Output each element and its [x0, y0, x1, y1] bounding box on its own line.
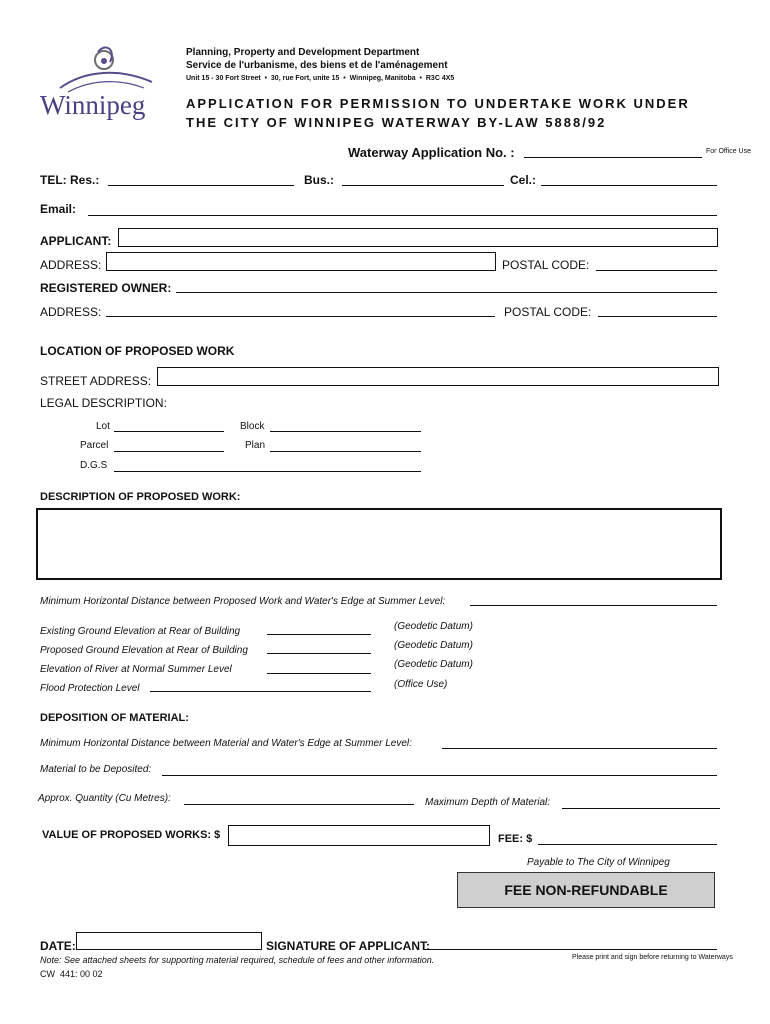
river-elevation-field[interactable] [267, 673, 371, 674]
quantity-field[interactable] [184, 804, 414, 805]
registered-owner-field[interactable] [176, 292, 717, 293]
fee-field[interactable] [538, 844, 717, 845]
date-label: DATE: [40, 939, 76, 953]
office-use-note: For Office Use [706, 148, 751, 155]
lot-label: Lot [96, 421, 110, 432]
applicant-field[interactable] [118, 228, 718, 247]
owner-postal-code-field[interactable] [598, 316, 717, 317]
street-address-label: STREET ADDRESS: [40, 374, 152, 388]
existing-datum-label: (Geodetic Datum) [394, 621, 473, 632]
office-use-label: (Office Use) [394, 679, 448, 690]
dgs-label: D.G.S [80, 460, 108, 471]
bus-label: Bus.: [304, 173, 334, 187]
tel-res-field[interactable] [108, 185, 294, 186]
form-title-1: APPLICATION FOR PERMISSION TO UNDERTAKE WORK UNDER [186, 96, 690, 111]
bus-field[interactable] [342, 185, 504, 186]
street-address-field[interactable] [157, 367, 719, 386]
applicant-label: APPLICANT: [40, 234, 112, 248]
print-sign-note: Please print and sign before returning to Waterways [572, 954, 733, 961]
plan-label: Plan [245, 440, 266, 451]
existing-elevation-label: Existing Ground Elevation at Rear of Building [40, 626, 241, 637]
existing-elevation-field[interactable] [267, 634, 371, 635]
value-of-works-label: VALUE OF PROPOSED WORKS: $ [42, 829, 221, 841]
postal-code-label: POSTAL CODE: [502, 258, 590, 272]
max-depth-label: Maximum Depth of Material: [425, 797, 551, 808]
material-deposited-label: Material to be Deposited: [40, 764, 152, 775]
email-label: Email: [40, 202, 77, 216]
proposed-datum-label: (Geodetic Datum) [394, 640, 473, 651]
email-field[interactable] [88, 215, 717, 216]
description-heading: DESCRIPTION OF PROPOSED WORK: [40, 491, 241, 503]
payable-note: Payable to The City of Winnipeg [527, 857, 670, 868]
location-heading: LOCATION OF PROPOSED WORK [40, 344, 235, 358]
owner-address-label: ADDRESS: [40, 305, 102, 319]
value-of-works-field[interactable] [228, 825, 490, 846]
fee-label: FEE: $ [498, 833, 533, 845]
dgs-field[interactable] [114, 471, 421, 472]
lot-field[interactable] [114, 431, 224, 432]
flood-protection-label: Flood Protection Level [40, 683, 140, 694]
dept-en: Planning, Property and Development Department [186, 47, 420, 58]
proposed-elevation-field[interactable] [267, 653, 371, 654]
flood-protection-field[interactable] [150, 691, 371, 692]
plan-field[interactable] [270, 451, 421, 452]
work-distance-field[interactable] [470, 605, 717, 606]
max-depth-field[interactable] [562, 808, 720, 809]
signature-label: SIGNATURE OF APPLICANT: [266, 939, 430, 953]
form-title-2: THE CITY OF WINNIPEG WATERWAY BY-LAW 5888/92 [186, 115, 607, 130]
dept-fr: Service de l'urbanisme, des biens et de l'aménagement [186, 60, 448, 71]
fee-nonrefundable-banner: FEE NON-REFUNDABLE [457, 872, 715, 908]
legal-description-label: LEGAL DESCRIPTION: [40, 396, 167, 410]
supporting-note: Note: See attached sheets for supporting material required, schedule of fees and other information. [40, 955, 435, 965]
form-code: CW 441: 00 02 [40, 969, 103, 979]
cel-field[interactable] [541, 185, 717, 186]
material-distance-label: Minimum Horizontal Distance between Material and Water's Edge at Summer Level: [40, 738, 412, 749]
owner-postal-code-label: POSTAL CODE: [504, 305, 592, 319]
work-distance-label: Minimum Horizontal Distance between Proposed Work and Water's Edge at Summer Level: [40, 596, 446, 607]
tel-res-label: TEL: Res.: [40, 173, 100, 187]
proposed-elevation-label: Proposed Ground Elevation at Rear of Building [40, 645, 248, 656]
application-no-field[interactable] [524, 157, 702, 158]
block-field[interactable] [270, 431, 421, 432]
logo-text: Winnipeg [40, 90, 146, 120]
application-no-label: Waterway Application No. : [348, 145, 515, 160]
parcel-label: Parcel [80, 440, 109, 451]
cel-label: Cel.: [510, 173, 537, 187]
signature-field[interactable] [424, 949, 717, 950]
postal-code-field[interactable] [596, 270, 717, 271]
city-logo [40, 40, 165, 130]
river-elevation-label: Elevation of River at Normal Summer Level [40, 664, 232, 675]
quantity-label: Approx. Quantity (Cu Metres): [38, 793, 171, 804]
dept-address: Unit 15 - 30 Fort Street • 30, rue Fort, unite 15 • Winnipeg, Manitoba • R3C 4X5 [186, 75, 455, 82]
description-field[interactable] [36, 508, 722, 580]
registered-owner-label: REGISTERED OWNER: [40, 281, 172, 295]
deposition-heading: DEPOSITION OF MATERIAL: [40, 712, 189, 724]
date-field[interactable] [76, 932, 262, 950]
material-distance-field[interactable] [442, 748, 717, 749]
address-label: ADDRESS: [40, 258, 102, 272]
address-field[interactable] [106, 252, 496, 271]
river-datum-label: (Geodetic Datum) [394, 659, 473, 670]
parcel-field[interactable] [114, 451, 224, 452]
owner-address-field[interactable] [106, 316, 495, 317]
material-deposited-field[interactable] [162, 775, 717, 776]
block-label: Block [240, 421, 265, 432]
